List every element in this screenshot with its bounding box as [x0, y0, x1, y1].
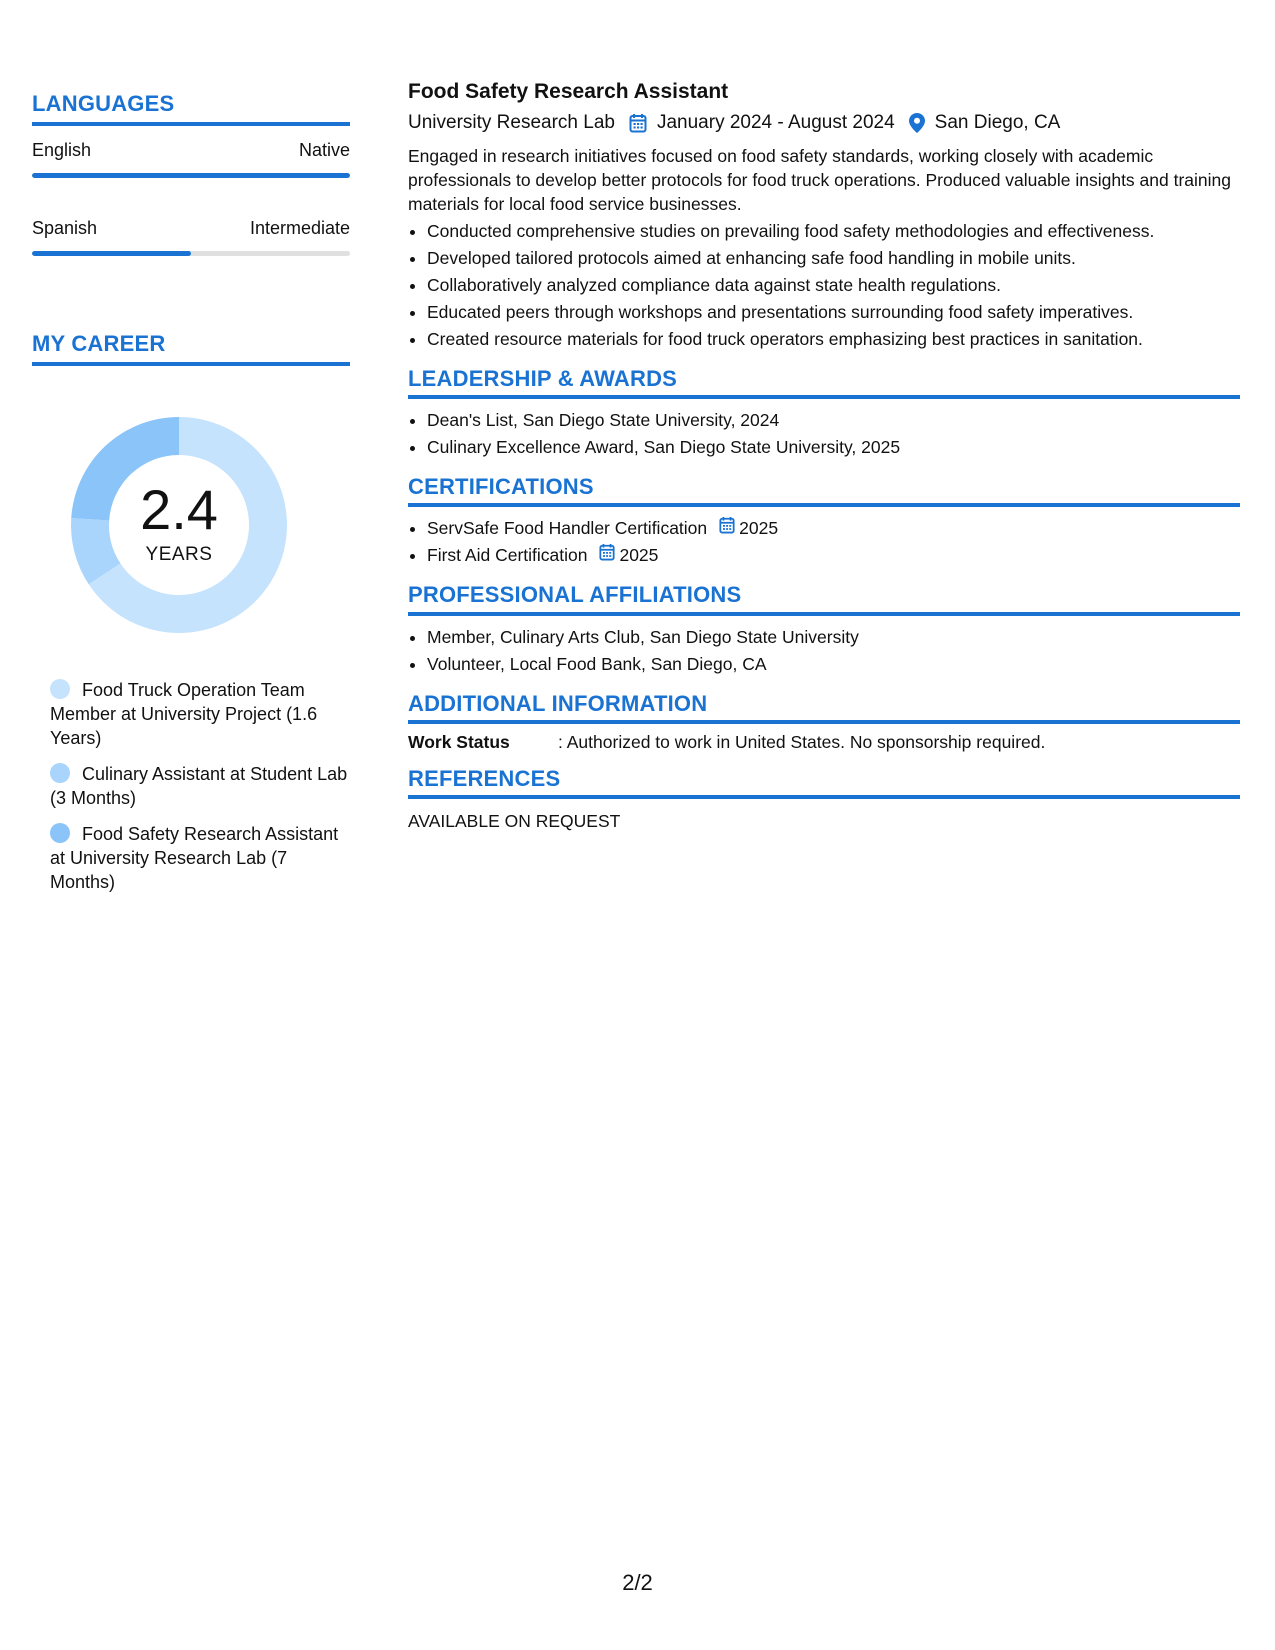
certifications-list: [408, 515, 1240, 569]
list-item: • Educated peers through workshops and presentations surrounding food safety imperatives.: [427, 299, 1240, 326]
language-proficiency-bar: [32, 173, 350, 178]
additional-info-section: [408, 692, 1240, 753]
right-column: [408, 78, 1240, 832]
job-location: San Diego, CA: [934, 112, 1061, 133]
job-company: University Research Lab: [408, 112, 615, 133]
donut-center-label: [64, 478, 294, 566]
leadership-section: [408, 367, 1240, 461]
list-item: • Created resource materials for food truck operators emphasizing best practices in sanitation.: [427, 326, 1240, 353]
calendar-icon: [719, 515, 739, 542]
leadership-heading: LEADERSHIP & AWARDS: [408, 367, 1240, 399]
work-status-row: [408, 732, 1240, 753]
affiliations-heading: PROFESSIONAL AFFILIATIONS: [408, 583, 1240, 615]
language-name: English: [32, 140, 92, 161]
language-item-english: [32, 140, 350, 178]
legend-item: [50, 762, 350, 810]
affiliations-list: [408, 624, 1240, 678]
language-level: Intermediate: [249, 218, 350, 239]
certifications-heading: CERTIFICATIONS: [408, 475, 1240, 507]
legend-label: Food Safety Research Assistant at University Research Lab (7 Months): [50, 824, 339, 893]
page-indicator: 2/2: [622, 1570, 653, 1595]
cert-name: First Aid Certification: [427, 545, 588, 566]
legend-dot: [50, 763, 70, 783]
list-item: • Member, Culinary Arts Club, San Diego State University: [427, 624, 1240, 651]
cert-date: [599, 542, 658, 569]
languages-heading: LANGUAGES: [32, 92, 350, 126]
cert-year: 2025: [619, 545, 659, 566]
legend-item: [50, 822, 350, 894]
legend-label: Food Truck Operation Team Member at University Project (1.6 Years): [50, 680, 318, 749]
job-title: Food Safety Research Assistant: [408, 80, 729, 103]
references-heading: REFERENCES: [408, 767, 1240, 799]
references-section: [408, 767, 1240, 832]
legend-label: Culinary Assistant at Student Lab (3 Months): [50, 764, 348, 809]
language-proficiency-bar: [32, 251, 350, 256]
calendar-icon: [629, 113, 647, 133]
cert-date: [719, 515, 778, 542]
list-item: [427, 542, 1240, 569]
career-legend: [50, 678, 350, 894]
language-proficiency-fill: [32, 173, 350, 178]
language-proficiency-fill: [32, 251, 191, 256]
list-item: • Collaboratively analyzed compliance data against state health regulations.: [427, 272, 1240, 299]
list-item: • Dean's List, San Diego State University, 2024: [427, 407, 1240, 434]
leadership-list: [408, 407, 1240, 461]
language-item-spanish: [32, 218, 350, 256]
references-text: AVAILABLE ON REQUEST: [408, 810, 621, 831]
experience-entry: [408, 78, 1240, 353]
career-section: [32, 332, 350, 894]
job-dates: January 2024 - August 2024: [656, 112, 895, 133]
list-item: [427, 515, 1240, 542]
career-total-unit: YEARS: [145, 544, 213, 566]
legend-item: [50, 678, 350, 750]
job-meta: [408, 110, 1240, 136]
career-heading: MY CAREER: [32, 332, 350, 366]
language-level: Native: [298, 140, 350, 161]
work-status-label: Work Status: [408, 731, 510, 752]
list-item: • Culinary Excellence Award, San Diego State University, 2025: [427, 434, 1240, 461]
additional-info-heading: ADDITIONAL INFORMATION: [408, 692, 1240, 724]
list-item: • Developed tailored protocols aimed at enhancing safe food handling in mobile units.: [427, 245, 1240, 272]
list-item: • Conducted comprehensive studies on prevailing food safety methodologies and effectiveness.: [427, 218, 1240, 245]
cert-year: 2025: [739, 518, 779, 539]
affiliations-section: [408, 583, 1240, 677]
cert-name: ServSafe Food Handler Certification: [427, 518, 708, 539]
list-item: • Volunteer, Local Food Bank, San Diego, CA: [427, 651, 1240, 678]
legend-dot: [50, 679, 70, 699]
left-column: [32, 92, 350, 906]
job-description: Engaged in research initiatives focused on food safety standards, working closely with academic professionals to develop better protocols for food truck operations. Produced valuable insights and training materials for local food service businesses.: [408, 146, 1231, 214]
location-pin-icon: [909, 113, 925, 133]
work-status-value: : Authorized to work in United States. No sponsorship required.: [558, 731, 1046, 752]
certifications-section: [408, 475, 1240, 569]
languages-section: [32, 92, 350, 256]
legend-dot: [50, 823, 70, 843]
language-name: Spanish: [32, 218, 98, 239]
career-total-years: 2.4: [140, 478, 218, 542]
career-donut-chart: [64, 410, 294, 640]
calendar-icon: [599, 542, 619, 569]
job-bullets: [408, 218, 1240, 353]
